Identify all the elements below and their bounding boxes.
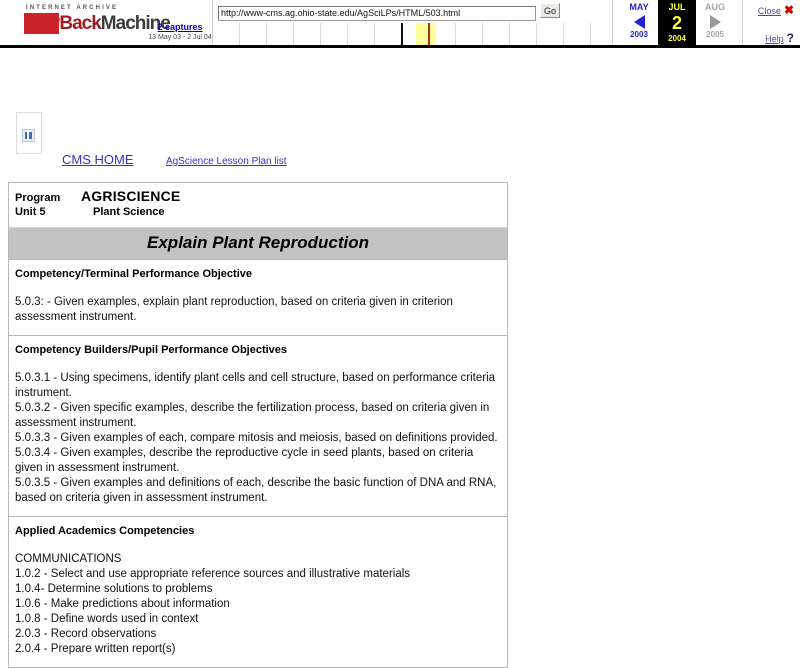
cms-home-link[interactable]: CMS HOME: [62, 152, 134, 167]
timeline-tick: [374, 23, 375, 45]
program-value: AGRISCIENCE: [81, 188, 181, 204]
wayback-machine-toolbar: [0, 0, 800, 48]
timeline-tick: [347, 23, 348, 45]
timeline-tick: [563, 23, 564, 45]
section-competency-objective: [9, 260, 507, 336]
next-capture-nav[interactable]: [696, 0, 734, 45]
date-navigator: [620, 0, 740, 45]
lesson-plan-list-link[interactable]: AgScience Lesson Plan list: [165, 156, 287, 167]
timeline-tick: [536, 23, 537, 45]
go-button[interactable]: Go: [540, 3, 560, 18]
list-item: 1.0.4- Determine solutions to problems: [15, 583, 213, 595]
timeline-tick: [320, 23, 321, 45]
list-item: 5.0.3.4 - Given examples, describe the reproductive cycle in seed plants, based on criteria given in assessment instrument.: [15, 447, 474, 474]
list-item: 2.0.3 - Record observations: [15, 628, 157, 640]
lesson-plan-table: [8, 182, 508, 668]
archived-url-wrapper: [218, 3, 536, 18]
previous-year-label: 2003: [630, 30, 648, 39]
toolbar-divider: [742, 0, 743, 45]
list-item: 5.0.3.1 - Using specimens, identify plant cells and cell structure, based on performance criteria instrument.: [15, 372, 496, 399]
previous-capture-nav[interactable]: [620, 0, 658, 45]
url-input[interactable]: [218, 6, 536, 21]
timeline-tick: [482, 23, 483, 45]
close-icon: ✖: [783, 3, 794, 17]
list-item: 1.0.6 - Make predictions about information: [15, 598, 230, 610]
logo-back-text: Back: [59, 13, 101, 34]
section-body: 5.0.3: - Given examples, explain plant reproduction, based on criteria given in criterion assessment instrument.: [15, 296, 453, 323]
page-navigation: [62, 151, 287, 169]
timeline-tick: [266, 23, 267, 45]
timeline-current-band: [416, 23, 436, 45]
list-item: 5.0.3.2 - Given specific examples, describe the fertilization process, based on criteria given in assessment instrument.: [15, 402, 490, 429]
close-toolbar-button[interactable]: [758, 3, 794, 17]
list-item: 2.0.4 - Prepare written report(s): [15, 643, 176, 655]
competency-builder-list: [15, 371, 501, 506]
broken-image-icon: [22, 129, 35, 142]
timeline-tick: [509, 23, 510, 45]
toolbar-divider: [212, 0, 213, 45]
next-year-label: 2005: [706, 30, 724, 39]
logo-way-text: Way: [24, 13, 60, 34]
next-month-label: AUG: [705, 2, 725, 12]
timeline-tick: [455, 23, 456, 45]
section-heading: Competency/Terminal Performance Objective: [15, 268, 252, 280]
current-year-label: 2004: [668, 34, 686, 43]
current-capture-date: [658, 0, 696, 45]
internet-archive-label: INTERNET ARCHIVE: [26, 5, 119, 11]
previous-month-label: MAY: [629, 2, 649, 12]
unit-label: Unit 5: [15, 206, 46, 218]
program-info-row: [9, 183, 507, 228]
timeline-capture-marker[interactable]: [401, 23, 403, 45]
unit-line: [15, 205, 501, 219]
current-day-label: 2: [671, 13, 682, 33]
capture-timeline[interactable]: [212, 23, 613, 45]
program-line: [15, 189, 501, 205]
timeline-current-marker[interactable]: [428, 23, 430, 45]
previous-arrow-icon[interactable]: [634, 15, 645, 29]
page-title: Explain Plant Reproduction: [147, 233, 369, 252]
program-label: Program: [15, 192, 61, 204]
lesson-title-bar: [9, 228, 507, 260]
section-heading: Competency Builders/Pupil Performance Objectives: [15, 344, 288, 356]
help-label: Help: [765, 34, 784, 44]
list-item: 1.0.8 - Define words used in context: [15, 613, 199, 625]
timeline-tick: [590, 23, 591, 45]
timeline-tick: [293, 23, 294, 45]
unit-value: Plant Science: [93, 206, 165, 218]
applied-academics-subheading: COMMUNICATIONS: [15, 553, 122, 565]
timeline-tick: [239, 23, 240, 45]
close-label: Close: [757, 6, 781, 16]
list-item: 5.0.3.5 - Given examples and definitions of each, describe the basic function of DNA and RNA, based on criteria given in assessment instrument.: [15, 477, 497, 504]
help-button[interactable]: [765, 31, 794, 45]
captures-date-range: 13 May 03 - 2 Jul 04: [148, 34, 212, 41]
applied-academics-list: [15, 567, 501, 657]
current-month-label: JUL: [668, 2, 686, 12]
logo-machine-text: Machine: [100, 13, 170, 34]
help-icon: ?: [786, 31, 794, 45]
broken-image-placeholder: [16, 112, 42, 154]
toolbar-divider: [612, 0, 613, 45]
section-heading: Applied Academics Competencies: [15, 525, 195, 537]
list-item: 1.0.2 - Select and use appropriate reference sources and illustrative materials: [15, 568, 411, 580]
next-arrow-icon[interactable]: [710, 15, 721, 29]
captures-count-link[interactable]: 2 captures: [157, 22, 203, 32]
list-item: 5.0.3.3 - Given examples of each, compare mitosis and meiosis, based on definitions provided.: [15, 432, 498, 444]
section-applied-academics: [9, 517, 507, 668]
section-competency-builders: [9, 336, 507, 517]
